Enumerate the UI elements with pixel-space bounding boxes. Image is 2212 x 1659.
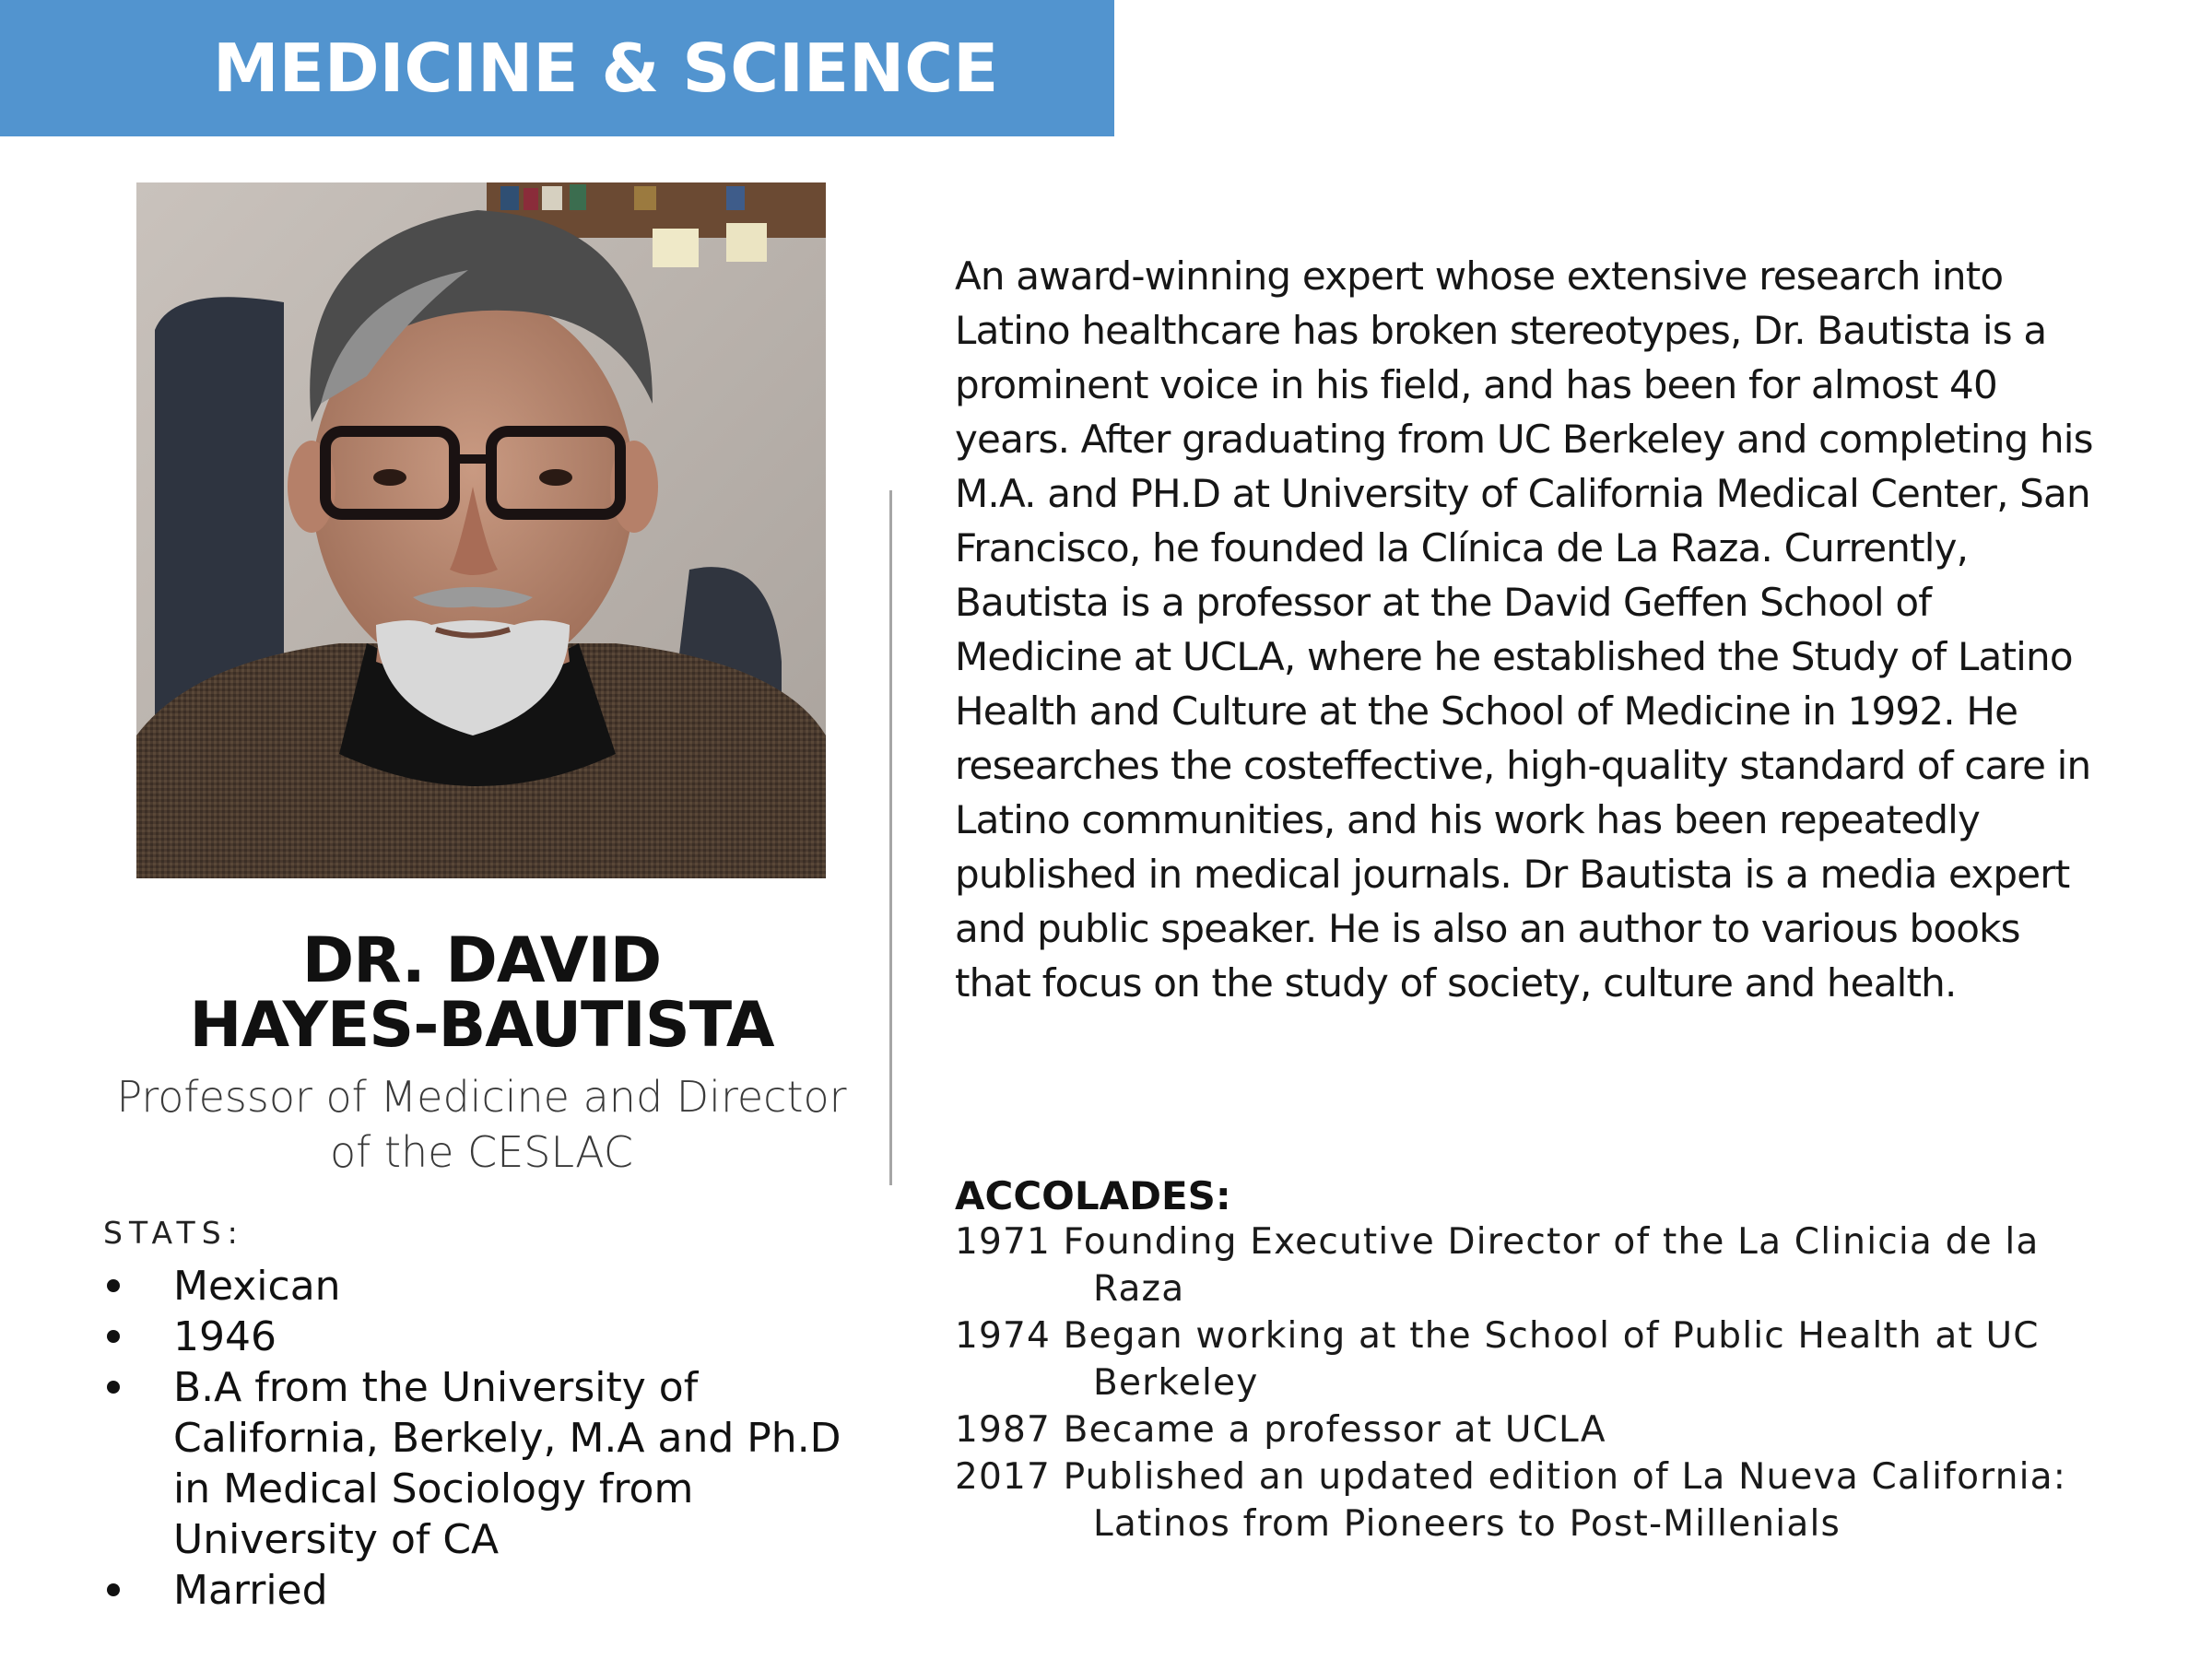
stats-item: Mexican <box>101 1261 876 1312</box>
accolades-heading: ACCOLADES: <box>955 1173 1231 1218</box>
person-name <box>92 924 871 1062</box>
accolades-list <box>955 1218 2107 1547</box>
accolade-item: 1971 Founding Executive Director of the La Clinicia de la Raza <box>955 1221 2040 1310</box>
accolade-item: 2017 Published an updated edition of La Nueva California: Latinos from Pioneers to Post-Millenials <box>955 1456 2067 1545</box>
bullet-icon <box>107 1381 120 1394</box>
biography-text: An award-winning expert whose extensive research into Latino healthcare has broken stereotypes, Dr. Bautista is a prominent voice in his field, and has been for almost 40 years. After graduating from UC Berkeley and completing his M.A. and PH.D at University of California Medical Center, San Francisco, he founded la Clínica de La Raza. Currently, Bautista is a professor at the David Geffen School of Medicine at UCLA, where he established the Study of Latino Health and Culture at the School of Medicine in 1992. He researches the costeffective, high-quality standard of care in Latino communities, and his work has been repeatedly published in medical journals. Dr Bautista is a media expert and public speaker. He is also an author to various books that focus on the study of society, culture and health. <box>955 253 2093 1006</box>
section-header-band <box>0 0 1114 136</box>
stats-item: B.A from the University of California, Berkely, M.A and Ph.D in Medical Sociology from University of CA <box>101 1362 876 1565</box>
accolade-item: 1987 Became a professor at UCLA <box>955 1409 1606 1451</box>
person-title: Professor of Medicine and Director of the CESLAC <box>116 1072 847 1177</box>
section-title: MEDICINE & SCIENCE <box>213 29 999 107</box>
stats-item: 1946 <box>101 1312 876 1362</box>
portrait-photo-icon <box>136 182 826 878</box>
bullet-icon <box>107 1330 120 1343</box>
stats-item: Married <box>101 1565 876 1616</box>
column-divider <box>889 490 892 1185</box>
stats-list <box>101 1261 876 1616</box>
stats-heading: STATS: <box>103 1215 244 1251</box>
person-name-line2: HAYES-BAUTISTA <box>189 989 774 1062</box>
accolade-item: 1974 Began working at the School of Public Health at UC Berkeley <box>955 1315 2040 1404</box>
bullet-icon <box>107 1279 120 1292</box>
person-name-line1: DR. DAVID <box>301 924 662 997</box>
bullet-icon <box>107 1583 120 1596</box>
